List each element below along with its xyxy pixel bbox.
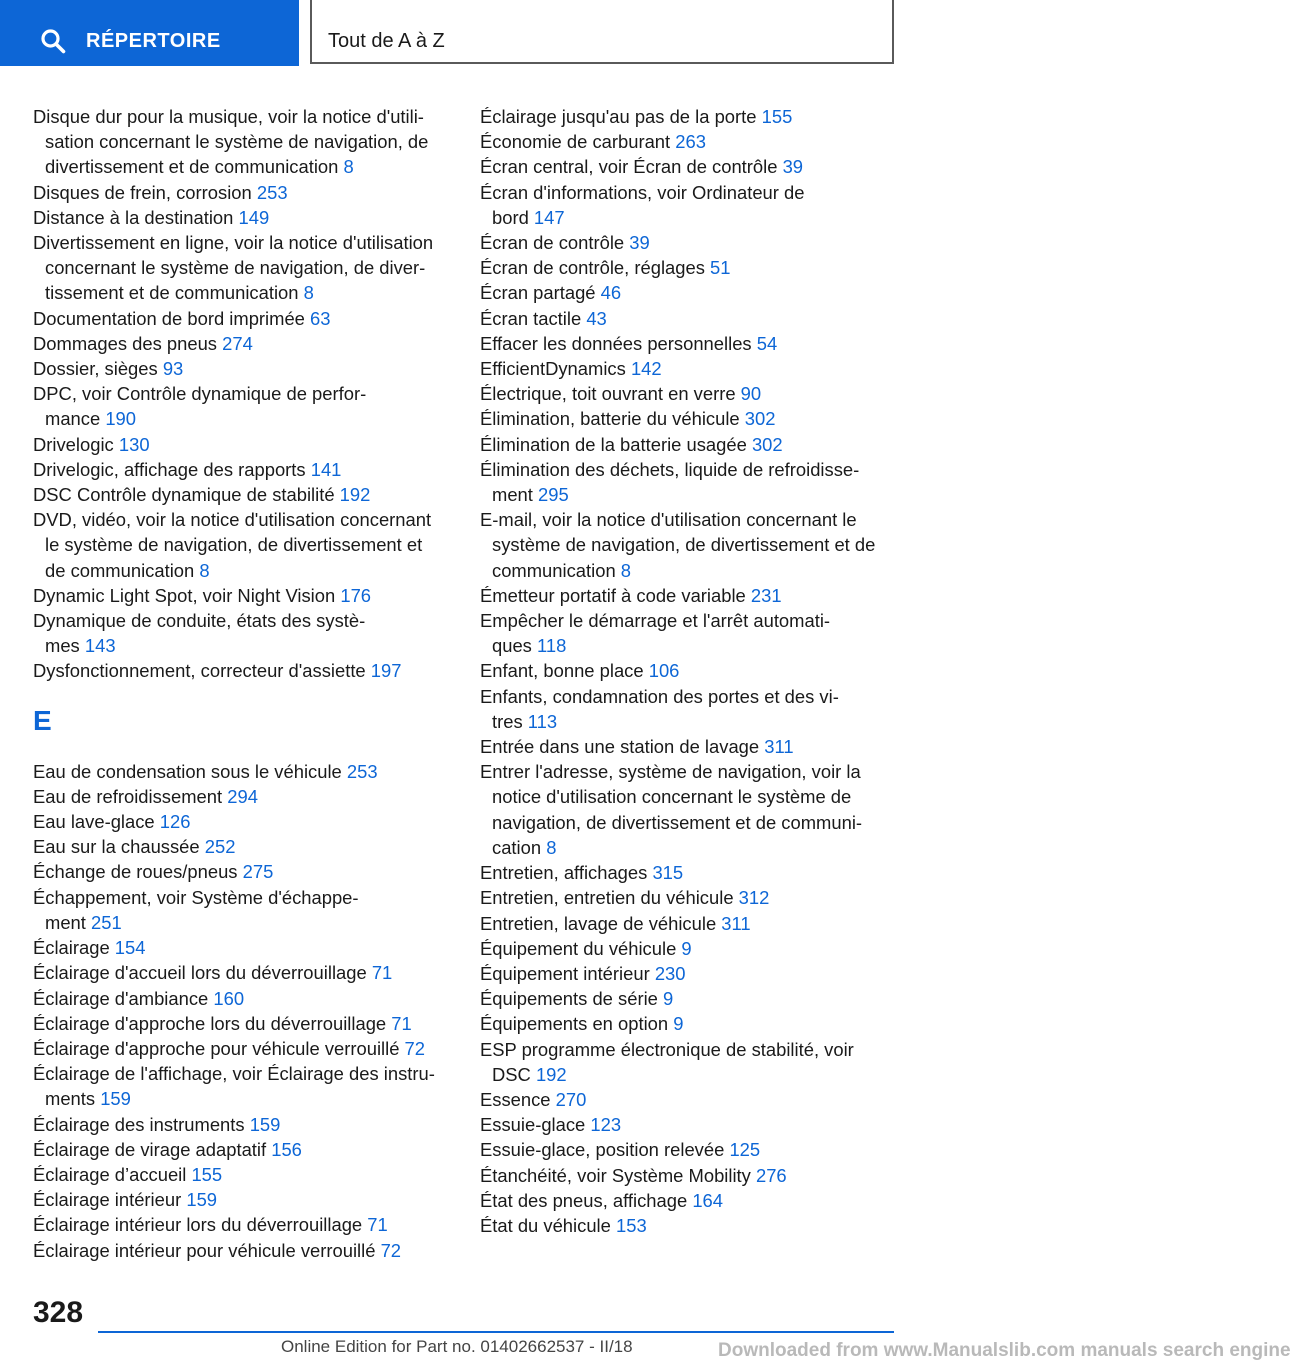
page-link[interactable]: 176: [340, 584, 372, 606]
index-entry: [480, 936, 900, 961]
atoz-tab-label: Tout de A à Z: [328, 30, 445, 52]
entry-text: Eau de condensation sous le véhicule: [33, 760, 347, 782]
index-entry: [480, 406, 900, 431]
index-entry: [480, 885, 900, 910]
page-link[interactable]: 71: [391, 1012, 412, 1034]
entry-text: Éclairage d'approche pour véhicule verrouillé: [33, 1037, 405, 1059]
page-link[interactable]: 190: [105, 408, 136, 430]
page-link[interactable]: 72: [380, 1239, 402, 1261]
entry-text: Entretien, entretien du véhicule: [480, 887, 739, 909]
entry-text: Disques de frein, corrosion: [33, 181, 257, 203]
entry-text: tissement et de communication: [45, 282, 304, 304]
entry-text: Eau sur la chaussée: [33, 836, 205, 858]
page-link[interactable]: 160: [213, 987, 245, 1009]
entry-text: EfficientDynamics: [480, 358, 631, 380]
watermark-text: Downloaded from www.Manualslib.com manuals search engine: [718, 1340, 1291, 1361]
index-entry: [33, 1212, 453, 1237]
entry-text: Distance à la destination: [33, 206, 239, 228]
page-link[interactable]: 9: [673, 1013, 684, 1035]
page-link[interactable]: 8: [303, 282, 314, 304]
index-entry: [480, 658, 900, 683]
index-entry: [480, 331, 900, 356]
index-entry: [480, 911, 900, 936]
index-entry: [480, 1087, 900, 1112]
entry-text: Éclairage d'ambiance: [33, 987, 214, 1009]
index-entry: [480, 154, 900, 179]
index-entry: [480, 104, 900, 129]
page-link[interactable]: 231: [750, 584, 782, 606]
entry-text: Entretien, affichages: [480, 862, 653, 884]
page-link[interactable]: 118: [537, 635, 567, 657]
entry-text: divertissement et de communication: [45, 156, 344, 178]
index-entry: [480, 280, 900, 305]
entry-text: Documentation de bord imprimée: [33, 307, 311, 329]
page-link[interactable]: 93: [162, 358, 184, 380]
page-link[interactable]: 43: [586, 307, 607, 329]
entry-text: Écran central, voir Écran de contrôle: [480, 156, 783, 178]
entry-text: cation: [492, 836, 547, 858]
page-link[interactable]: 302: [751, 433, 783, 455]
index-entry: [33, 306, 453, 331]
page-link[interactable]: 311: [721, 912, 751, 934]
page-link[interactable]: 156: [271, 1138, 302, 1160]
index-entry: [33, 885, 453, 935]
entry-text: E-mail, voir la notice d'utilisation concernant le: [480, 509, 857, 531]
page-link[interactable]: 311: [764, 736, 794, 758]
index-entry: [480, 684, 900, 734]
entry-text: le système de navigation, de divertissement et: [45, 534, 423, 556]
index-entry: [33, 432, 453, 457]
entry-text: Entretien, lavage de véhicule: [480, 912, 722, 934]
page-link[interactable]: 46: [600, 282, 622, 304]
entry-text: Disque dur pour la musique, voir la notice d'utili-: [33, 106, 424, 127]
page-link[interactable]: 9: [663, 988, 674, 1010]
entry-text: Enfant, bonne place: [480, 660, 649, 682]
entry-text: Équipement intérieur: [480, 962, 655, 984]
entry-text: Écran d'informations, voir Ordinateur de: [480, 181, 805, 203]
index-entry: [33, 230, 453, 306]
page-link[interactable]: 125: [729, 1139, 761, 1161]
entry-text: Enfants, condamnation des portes et des vi-: [480, 685, 839, 707]
entry-text: Émetteur portatif à code variable: [480, 584, 751, 606]
index-entry: [33, 1036, 453, 1061]
page-link[interactable]: 51: [710, 257, 731, 279]
entry-text: Drivelogic: [33, 433, 119, 455]
repertoire-tab[interactable]: [0, 0, 299, 66]
entry-text: tres: [492, 710, 528, 732]
page-link[interactable]: 275: [242, 861, 274, 883]
index-entry: [480, 180, 900, 230]
index-entry: [480, 1137, 900, 1162]
page-link[interactable]: 253: [346, 760, 378, 782]
entry-text: Équipements en option: [480, 1013, 674, 1035]
index-entry: [480, 608, 900, 658]
index-entry: [480, 860, 900, 885]
entry-text: Éclairage intérieur pour véhicule verrouillé: [33, 1239, 381, 1261]
index-column-right: [480, 104, 900, 1238]
page-link[interactable]: 230: [654, 962, 686, 984]
index-entry: [33, 1187, 453, 1212]
page-link[interactable]: 251: [91, 911, 122, 933]
entry-text: DPC, voir Contrôle dynamique de perfor-: [33, 383, 367, 405]
entry-text: DSC Contrôle dynamique de stabilité: [33, 484, 340, 506]
index-entry: [480, 432, 900, 457]
entry-text: mes: [45, 635, 85, 657]
entry-text: DVD, vidéo, voir la notice d'utilisation concernant: [33, 509, 432, 531]
entry-text: Éclairage de l'affichage, voir Éclairage des instru-: [33, 1063, 435, 1085]
page-link[interactable]: 123: [590, 1114, 622, 1136]
index-entry: [480, 986, 900, 1011]
page-link[interactable]: 153: [615, 1214, 647, 1236]
entry-text: Équipement du véhicule: [480, 937, 682, 959]
entry-text: mance: [45, 408, 106, 430]
page-link[interactable]: 164: [692, 1189, 724, 1211]
index-entry: [33, 381, 453, 431]
index-entry: [480, 129, 900, 154]
page-link[interactable]: 159: [249, 1113, 281, 1135]
page-link[interactable]: 90: [740, 383, 762, 405]
index-entry: [480, 1037, 900, 1087]
page-link[interactable]: 113: [527, 710, 558, 732]
page-link[interactable]: 159: [100, 1088, 131, 1110]
index-entry: [480, 306, 900, 331]
page-link[interactable]: 39: [629, 232, 650, 254]
index-entry: [480, 1188, 900, 1213]
entry-text: système de navigation, de divertissement et de: [492, 534, 876, 556]
page-link[interactable]: 270: [555, 1088, 587, 1110]
page-link[interactable]: 8: [343, 156, 354, 178]
page-link[interactable]: 155: [191, 1163, 223, 1185]
entry-text: Éclairage d'accueil lors du déverrouillage: [33, 962, 372, 984]
entry-text: Éclairage des instruments: [33, 1113, 250, 1135]
entry-text: Élimination de la batterie usagée: [480, 433, 752, 455]
index-entry: [33, 834, 453, 859]
index-entry: [33, 960, 453, 985]
page-link[interactable]: 39: [782, 156, 804, 178]
page-link[interactable]: 315: [652, 862, 684, 884]
section-letter: E: [33, 704, 52, 736]
page-link[interactable]: 149: [238, 206, 270, 228]
index-entry: [480, 583, 900, 608]
page-link[interactable]: 274: [222, 332, 253, 354]
entry-text: sation concernant le système de navigation, de: [45, 131, 429, 153]
index-entry: [480, 230, 900, 255]
entry-text: bord: [492, 206, 534, 228]
page-link[interactable]: 155: [761, 106, 793, 127]
entry-text: Échappement, voir Système d'échappe-: [33, 886, 359, 908]
entry-text: DSC: [492, 1063, 536, 1085]
index-entry: [480, 1213, 900, 1238]
atoz-tab[interactable]: [310, 0, 894, 64]
entry-text: Élimination, batterie du véhicule: [480, 408, 745, 430]
index-entry: [33, 1162, 453, 1187]
entry-text: Écran partagé: [480, 282, 601, 304]
repertoire-tab-label: RÉPERTOIRE: [86, 30, 221, 52]
index-entry: [480, 1112, 900, 1137]
index-entry: [33, 784, 453, 809]
top-navigation: [0, 0, 960, 66]
page-link[interactable]: 71: [367, 1214, 388, 1236]
entry-text: Éclairage intérieur: [33, 1189, 187, 1211]
entry-text: Équipements de série: [480, 988, 663, 1010]
entry-text: Eau de refroidissement: [33, 785, 228, 807]
page-link[interactable]: 141: [310, 458, 342, 480]
page-link[interactable]: 72: [404, 1037, 426, 1059]
page-link[interactable]: 159: [186, 1189, 218, 1211]
entry-text: Écran de contrôle, réglages: [480, 257, 711, 279]
index-entry: [33, 507, 453, 583]
index-entry: [33, 1238, 453, 1263]
entry-text: Écran de contrôle: [480, 232, 630, 254]
index-entry: [33, 759, 453, 784]
page-link[interactable]: 253: [256, 181, 288, 203]
page-link[interactable]: 8: [546, 836, 557, 858]
entry-text: Dysfonctionnement, correcteur d'assiette: [33, 660, 371, 682]
entry-text: Divertissement en ligne, voir la notice d'utilisation: [33, 232, 434, 254]
edition-text: Online Edition for Part no. 01402662537 - II/18: [281, 1337, 633, 1356]
page-link[interactable]: 9: [681, 937, 692, 959]
entry-text: Échange de roues/pneus: [33, 861, 243, 883]
page-link[interactable]: 143: [84, 635, 116, 657]
page-link[interactable]: 8: [199, 559, 210, 581]
entry-text: Essence: [480, 1088, 556, 1110]
page-link[interactable]: 54: [756, 332, 778, 354]
entry-text: Éclairage d’accueil: [33, 1163, 192, 1185]
search-icon: [40, 28, 66, 54]
entry-text: Entrée dans une station de lavage: [480, 736, 765, 758]
index-column-left: [33, 104, 453, 1263]
index-entry: [480, 759, 900, 860]
index-entry: [33, 859, 453, 884]
index-entry: [480, 457, 900, 507]
page-link[interactable]: 106: [648, 660, 680, 682]
entry-text: Essuie-glace: [480, 1114, 591, 1136]
entry-text: Effacer les données personnelles: [480, 332, 757, 354]
page-link[interactable]: 263: [675, 131, 706, 153]
page-link[interactable]: 312: [738, 887, 770, 909]
entry-text: Éclairage intérieur lors du déverrouillage: [33, 1214, 368, 1236]
entry-text: Électrique, toit ouvrant en verre: [480, 383, 741, 405]
page-link[interactable]: 71: [371, 962, 393, 984]
index-entry: [480, 734, 900, 759]
page-link[interactable]: 147: [533, 206, 565, 228]
entry-text: Éclairage jusqu'au pas de la porte: [480, 106, 762, 127]
page-link[interactable]: 276: [755, 1164, 787, 1186]
entry-text: Économie de carburant: [480, 131, 676, 153]
index-entry: [33, 180, 453, 205]
entry-text: Entrer l'adresse, système de navigation, voir la: [480, 761, 861, 783]
index-entry: [480, 255, 900, 280]
entry-text: navigation, de divertissement et de communi-: [492, 811, 863, 833]
page-link[interactable]: 142: [630, 358, 662, 380]
entry-text: État des pneus, affichage: [480, 1189, 693, 1211]
page-link[interactable]: 126: [159, 811, 191, 833]
page-link[interactable]: 63: [310, 307, 331, 329]
index-entry: [33, 482, 453, 507]
index-entry: [33, 608, 453, 658]
entry-text: Dossier, sièges: [33, 358, 163, 380]
index-entry: [480, 507, 900, 583]
index-entry: [33, 809, 453, 834]
page-link[interactable]: 154: [114, 937, 146, 959]
index-entry: [33, 457, 453, 482]
index-entry: [480, 1011, 900, 1036]
index-entry: [33, 331, 453, 356]
entry-text: État du véhicule: [480, 1214, 616, 1236]
entry-text: Éclairage de virage adaptatif: [33, 1138, 272, 1160]
index-entry: [33, 935, 453, 960]
index-entry: [33, 356, 453, 381]
entry-text: concernant le système de navigation, de diver-: [45, 257, 426, 279]
entry-text: Empêcher le démarrage et l'arrêt automati-: [480, 610, 831, 632]
entry-text: Dommages des pneus: [33, 332, 223, 354]
index-entry: [33, 1011, 453, 1036]
entry-text: Éclairage d'approche lors du déverrouillage: [33, 1012, 392, 1034]
entry-text: ment: [45, 911, 91, 933]
entry-text: Dynamique de conduite, états des systè-: [33, 610, 366, 632]
index-entry: [33, 658, 453, 683]
index-entry: [480, 356, 900, 381]
entry-text: Essuie-glace, position relevée: [480, 1139, 730, 1161]
page-link[interactable]: 295: [538, 484, 569, 506]
index-entry: [33, 986, 453, 1011]
entry-text: communication: [492, 559, 621, 581]
page-link[interactable]: 294: [227, 785, 258, 807]
page-link[interactable]: 252: [204, 836, 236, 858]
entry-text: Écran tactile: [480, 307, 587, 329]
index-entry: [480, 961, 900, 986]
entry-text: Drivelogic, affichage des rapports: [33, 458, 311, 480]
entry-text: de communication: [45, 559, 200, 581]
page-link[interactable]: 302: [744, 408, 776, 430]
entry-text: Éclairage: [33, 937, 115, 959]
index-entry: [33, 205, 453, 230]
index-entry: [480, 1163, 900, 1188]
entry-text: ments: [45, 1088, 101, 1110]
page-link[interactable]: 197: [370, 660, 402, 682]
entry-text: Eau lave-glace: [33, 811, 160, 833]
index-entry: [33, 1137, 453, 1162]
index-entry: [33, 1061, 453, 1111]
index-entry: [33, 104, 453, 180]
index-entry: [33, 1112, 453, 1137]
page-link[interactable]: 192: [339, 484, 371, 506]
footer-divider: [98, 1331, 894, 1333]
entry-text: ques: [492, 635, 537, 657]
entry-text: notice d'utilisation concernant le système de: [492, 786, 852, 808]
entry-text: Étanchéité, voir Système Mobility: [480, 1164, 756, 1186]
page-link[interactable]: 130: [118, 433, 150, 455]
index-entry: [33, 583, 453, 608]
entry-text: ment: [492, 484, 538, 506]
entry-text: Dynamic Light Spot, voir Night Vision: [33, 584, 341, 606]
entry-text: Élimination des déchets, liquide de refroidisse-: [480, 458, 860, 480]
page-link[interactable]: 192: [535, 1063, 567, 1085]
entry-text: ESP programme électronique de stabilité, voir: [480, 1038, 854, 1060]
page-link[interactable]: 8: [620, 559, 632, 581]
index-entry: [480, 381, 900, 406]
page-number: 328: [33, 1296, 84, 1329]
